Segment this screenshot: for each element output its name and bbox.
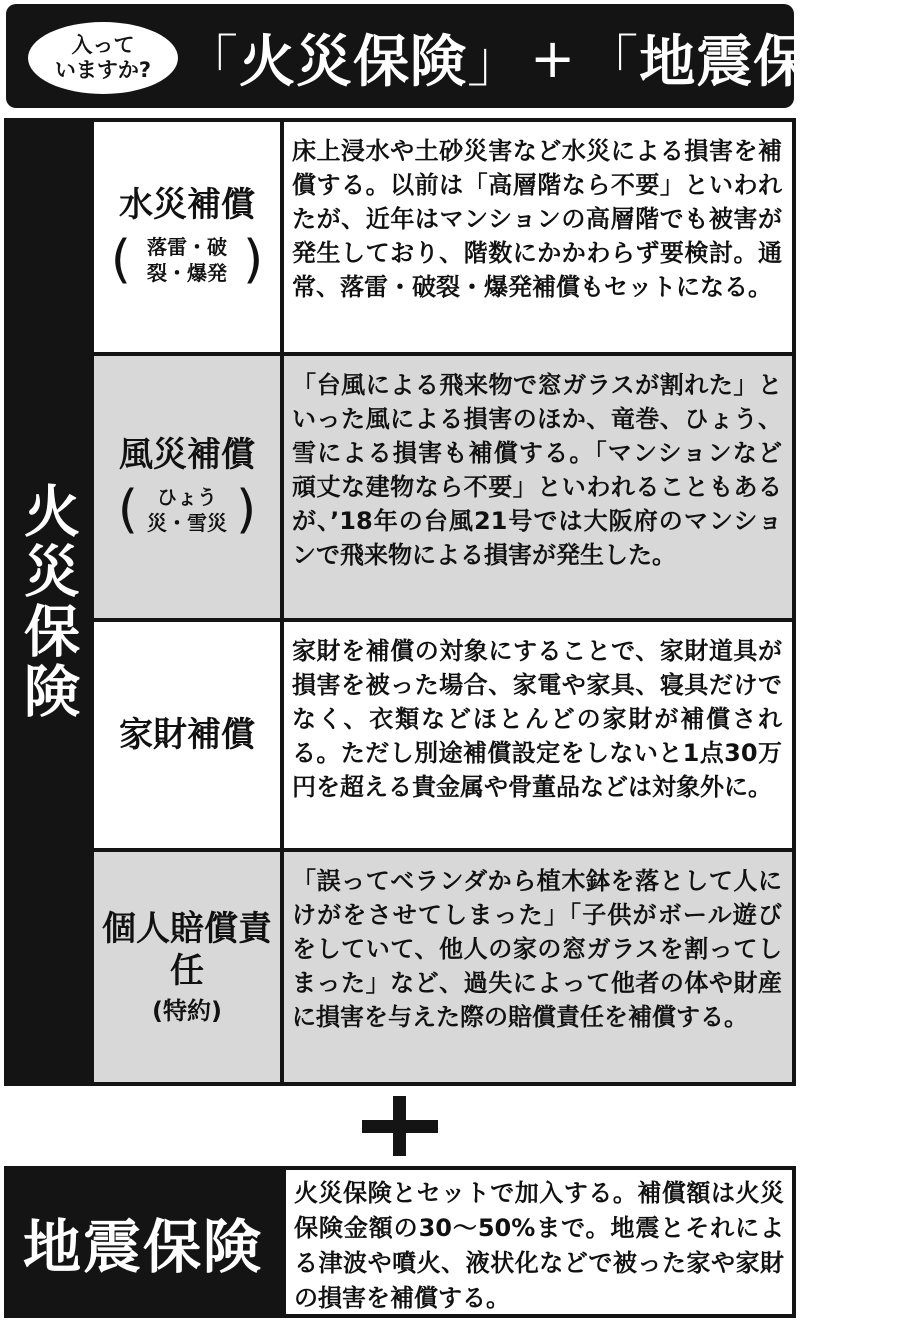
fire-insurance-section <box>4 118 796 1086</box>
coverage-row-water <box>94 122 792 352</box>
paren-right: ) <box>243 230 264 290</box>
coverage-row-household <box>94 622 792 848</box>
coverage-category <box>94 356 280 618</box>
coverage-title: 個人賠償責任 <box>102 909 272 991</box>
coverage-subtitle: (特約) <box>152 997 222 1025</box>
coverage-category <box>94 852 280 1082</box>
coverage-title: 風災補償 <box>119 435 255 475</box>
page-header <box>6 4 924 108</box>
bubble-line-1: 入って <box>71 33 135 57</box>
title-earthquake-insurance: 地震保険 <box>639 30 868 95</box>
bubble-line-2: いますか? <box>54 58 152 82</box>
coverage-row-wind <box>94 356 792 618</box>
coverage-subtitle <box>118 480 257 540</box>
earthquake-insurance-section <box>4 1166 796 1318</box>
question-bubble <box>26 20 180 96</box>
earthquake-insurance-description: 火災保険とセットで加入する。補償額は火災保険金額の30〜50%まで。地震とそれによる津波や噴火、液状化などで被った家や家財の損害を補償する。 <box>286 1170 792 1314</box>
coverage-description: 「誤ってベランダから植木鉢を落として人にけがをさせてしまった」「子供がボール遊びをしていて、他人の家の窓ガラスを割ってしまった」など、過失によって他者の体や財産に損害を与えた際の賠償責任を補償する。 <box>284 852 792 1082</box>
coverage-subtitle-text: ひょう災・雪災 <box>147 485 227 535</box>
coverage-title: 家財補償 <box>119 715 255 755</box>
coverage-description: 床上浸水や土砂災害など水災による損害を補償する。以前は「高層階なら不要」といわれたが、近年はマンションの高層階でも被害が発生しており、階数にかかわらず要検討。通常、落雷・破裂・爆発補償もセットになる。 <box>284 122 792 352</box>
close-bracket: 」 <box>867 30 924 95</box>
title-fire-insurance: 火災保険 <box>239 30 467 95</box>
title-plus: + <box>530 26 577 90</box>
open-bracket: 「 <box>182 30 239 95</box>
page-title <box>182 14 924 102</box>
coverage-subtitle-text: 落雷・破裂・爆発 <box>147 235 227 285</box>
coverage-row-liability <box>94 852 792 1082</box>
close-bracket: 」 <box>467 30 524 95</box>
plus-icon <box>362 1096 438 1156</box>
fire-insurance-label-text: 火災保険 <box>15 482 80 722</box>
fire-insurance-label <box>4 118 90 1086</box>
paren-right: ) <box>236 480 257 540</box>
coverage-category <box>94 622 280 848</box>
coverage-subtitle <box>111 230 264 290</box>
open-bracket: 「 <box>582 30 640 95</box>
coverage-title: 水災補償 <box>119 185 255 225</box>
coverage-description: 「台風による飛来物で窓ガラスが割れた」といった風による損害のほか、竜巻、ひょう、雪による損害も補償する。「マンションなど頑丈な建物なら不要」といわれることもあるが、’18年の台風21号では大阪府のマンションで飛来物による損害が発生した。 <box>284 356 792 618</box>
coverage-category <box>94 122 280 352</box>
coverage-description: 家財を補償の対象にすることで、家財道具が損害を被った場合、家電や家具、寝具だけでなく、衣類などほとんどの家財が補償される。ただし別途補償設定をしないと1点30万円を超える貴金属や骨董品などは対象外に。 <box>284 622 792 848</box>
paren-left: ( <box>110 230 131 290</box>
earthquake-insurance-label: 地震保険 <box>22 1213 263 1281</box>
paren-left: ( <box>117 480 138 540</box>
